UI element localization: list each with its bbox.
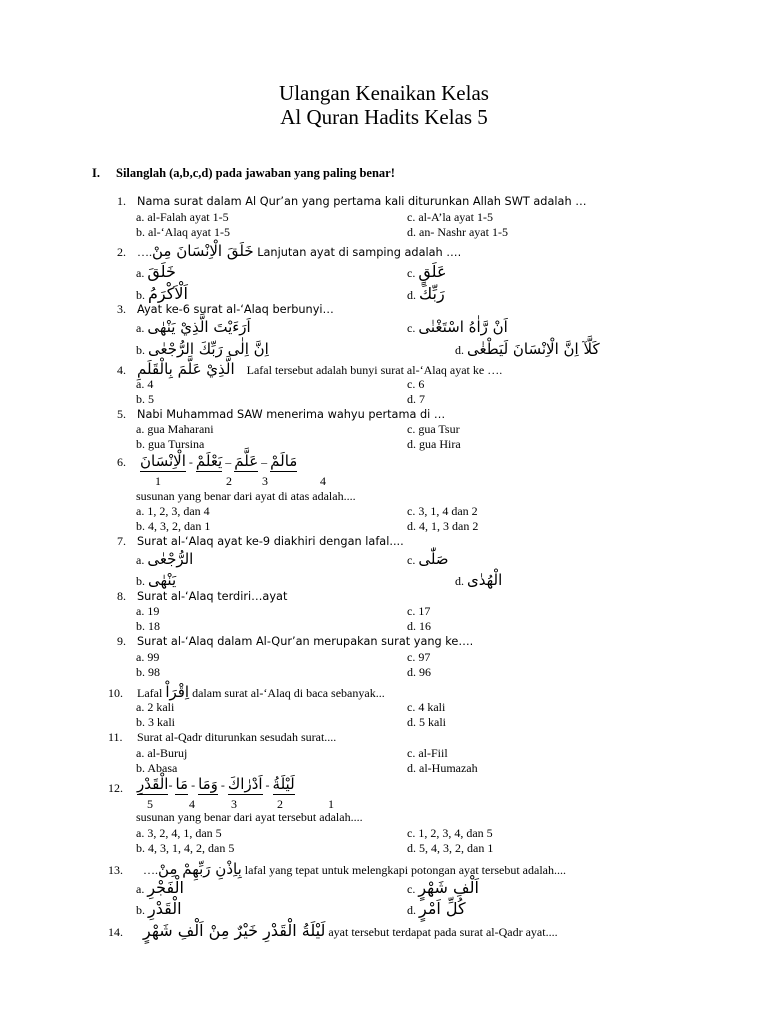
page-subtitle: Al Quran Hadits Kelas 5 [280,105,488,129]
question-text: susunan yang benar dari ayat tersebut adalah.... [136,810,363,824]
option-b: b. 3 kali [136,715,175,729]
question-14 [108,921,558,940]
option-c: c. gua Tsur [407,422,460,436]
option-c: c. 6 [407,377,425,391]
question-text: Lafal tersebut adalah bunyi surat al-‘Alaq ayat ke …. [246,363,503,377]
question-text: dalam surat al-‘Alaq di baca sebanyak... [192,686,385,700]
option-c: c. al-Fiil [407,746,448,760]
word-number: 5 [147,797,153,811]
question-text-lead: Lafal [137,686,163,700]
option-d: d. an- Nashr ayat 1-5 [407,225,508,239]
separator: – [261,455,268,469]
arabic-word-1: مَالَمْ [270,452,298,470]
question-number: 13. [108,863,123,877]
question-text: lafal yang tepat untuk melengkapi potongan ayat tersebut adalah.... [241,863,566,877]
arabic-answer: عَلَقٍ [418,262,447,281]
option-b: b. 18 [136,619,160,633]
option-d [407,899,466,918]
arabic-answer: الْقَدْرِ [148,899,182,918]
arabic-answer: اَلْفِ شَهْرٍ [418,878,479,897]
question-number: 10. [108,686,123,700]
option-a [136,262,176,281]
question-12 [108,781,137,796]
question-text: ayat tersebut terdapat pada surat al-Qadr ayat.... [325,925,558,939]
option-letter: d. [407,288,416,302]
question-11 [108,730,336,745]
option-c: c. 97 [407,650,431,664]
arabic-verse: خَلَقَ الْاِنْسَانَ مِنْ [152,242,254,260]
option-b: b. 98 [136,665,160,679]
word-number: 2 [277,797,283,811]
separator: - [265,778,270,792]
arabic-word-2: عَلَّمَ [234,452,259,470]
word-number: 3 [231,797,237,811]
question-6 [117,455,137,470]
option-c: c. 4 kali [407,700,446,714]
option-d: d. 7 [407,392,425,406]
option-a: a. al-Falah ayat 1-5 [136,210,229,224]
option-letter: d. [455,574,464,588]
arabic-word-4: الْاِنْسَانَ [140,452,186,470]
option-d: d. 16 [407,619,431,633]
option-c: c. al-A’la ayat 1-5 [407,210,493,224]
question-3 [117,302,334,317]
option-a: a. 19 [136,604,160,618]
option-a [136,550,193,568]
option-d [407,284,445,303]
option-b: b. gua Tursina [136,437,205,451]
arabic-word-1: لَيْلَةُ [272,775,295,793]
section-instruction [92,166,395,181]
option-b: b. 4, 3, 1, 4, 2, dan 5 [136,841,235,855]
question-number: 8. [117,589,126,603]
question-4 [117,360,502,378]
arabic-answer: خَلَقَ [147,262,176,281]
option-letter: a. [136,553,145,567]
arabic-answer: الْهُدٰى [467,571,503,589]
option-a: a. 3, 2, 4, 1, dan 5 [136,826,222,840]
arabic-answer: الرُّجْعٰى [147,550,194,568]
question-number: 4. [117,363,126,377]
question-text: susunan yang benar dari ayat di atas adalah.... [136,489,356,503]
question-number: 11. [108,730,123,744]
option-letter: a. [136,266,145,280]
question-number: 5. [117,407,126,421]
option-b: b. al-‘Alaq ayat 1-5 [136,225,230,239]
question-13 [108,860,566,878]
arabic-verse: الَّذِيْ عَلَّمَ بِالْقَلَمِ [137,360,235,378]
question-text: Surat al-‘Alaq dalam Al-Qur’an merupakan surat yang ke…. [137,635,474,648]
question-9 [117,634,473,649]
option-d: d. al-Humazah [407,761,478,775]
arabic-verse: لَيْلَةُ الْقَدْرِ خَيْرٌ مِنْ اَلْفِ شَهْرٍ [143,921,326,940]
option-a: a. 99 [136,650,160,664]
arabic-word-3: وَمَا [198,775,218,793]
option-d: d. gua Hira [407,437,461,451]
arabic-word-5: الْقَدْرِ [137,775,169,793]
option-c: c. 3, 1, 4 dan 2 [407,504,478,518]
arabic-answer: كَلَّآ اِنَّ الْاِنْسَانَ لَيَطْغٰى [467,340,600,358]
option-b: b. 4, 3, 2, dan 1 [136,519,211,533]
option-a [136,878,184,897]
question-text: Ayat ke-6 surat al-‘Alaq berbunyi… [137,303,334,316]
option-c [407,262,447,281]
word-number: 1 [155,474,161,488]
question-text: Lanjutan ayat di samping adalah …. [253,246,462,259]
arabic-word-3: يَعْلَمْ [195,452,223,470]
option-a: a. 1, 2, 3, dan 4 [136,504,210,518]
option-a: a. 2 kali [136,700,175,714]
word-number: 4 [320,474,326,488]
option-d: d. 96 [407,665,431,679]
option-a: a. gua Maharani [136,422,214,436]
question-text: Nama surat dalam Al Qur’an yang pertama kali diturunkan Allah SWT adalah … [137,195,587,208]
option-d: d. 5, 4, 3, 2, dan 1 [407,841,494,855]
question-text: Surat al-‘Alaq terdiri…ayat [137,590,288,603]
option-a [136,318,251,336]
option-letter: b. [136,574,145,588]
option-c [407,878,479,897]
option-d [455,340,600,358]
arabic-word-2: اَدْرٰاكَ [227,775,263,793]
arabic-answer: يَنْهٰى [148,571,177,589]
option-letter: c. [407,553,416,567]
option-b [136,571,176,589]
option-b: b. 5 [136,392,154,406]
word-number: 2 [226,474,232,488]
option-b [136,284,188,303]
separator: - [191,778,196,792]
option-c [407,550,449,568]
question-text: Nabi Muhammad SAW menerima wahyu pertama di … [137,408,446,421]
question-7 [117,534,404,549]
ellipsis: …. [143,863,158,877]
word-number: 1 [328,797,334,811]
question-text: Surat al-‘Alaq ayat ke-9 diakhiri dengan lafal.... [137,535,404,548]
question-number: 12. [108,781,123,795]
option-d: d. 5 kali [407,715,446,729]
question-number: 14. [108,925,123,939]
question-text: Surat al-Qadr diturunkan sesudah surat.... [137,730,337,744]
option-letter: c. [407,321,416,335]
option-c [407,318,508,336]
separator: - [168,778,173,792]
arabic-word-sequence [137,775,295,793]
question-2 [117,242,461,260]
question-1 [117,194,587,209]
arabic-answer: الْفَجْرِ [147,878,184,897]
word-number: 3 [262,474,268,488]
arabic-answer: اِنَّ اِلٰى رَبِّكَ الرُّجْعٰى [148,340,269,358]
option-a: a. al-Buruj [136,746,188,760]
option-letter: b. [136,343,145,357]
question-number: 6. [117,455,126,469]
word-number: 4 [189,797,195,811]
arabic-verse: بِاِذْنِ رَبِّهِمْ مِنْ [158,860,242,878]
option-b: b. Abasa [136,761,178,775]
option-b [136,899,182,918]
arabic-verse: اِقْرَاْ [165,683,190,701]
option-letter: a. [136,882,145,896]
instruction-text: Silanglah (a,b,c,d) pada jawaban yang paling benar! [116,166,395,180]
arabic-answer: اَلْاَكْرَمُ [148,284,188,303]
question-10 [108,683,385,701]
question-number: 1. [117,194,126,208]
option-c: c. 1, 2, 3, 4, dan 5 [407,826,493,840]
page-title: Ulangan Kenaikan Kelas [279,81,489,105]
arabic-answer: اَرَءَيْتَ الَّذِيْ يَنْهٰى [147,318,251,336]
option-letter: d. [455,343,464,357]
separator: – [225,455,232,469]
arabic-answer: كُلِّ اَمْرٍ [419,899,466,918]
arabic-answer: اَنْ رَّاٰهُ اسْتَغْنٰى [418,318,508,336]
arabic-answer: رَبِّكَ [419,284,445,303]
ellipsis: …. [137,245,152,259]
question-5 [117,407,445,422]
option-letter: b. [136,288,145,302]
option-d: d. 4, 1, 3 dan 2 [407,519,479,533]
option-letter: a. [136,321,145,335]
separator: - [220,778,225,792]
section-number: I. [92,166,100,180]
option-letter: c. [407,266,416,280]
question-number: 2. [117,245,126,259]
option-letter: b. [136,903,145,917]
option-letter: d. [407,903,416,917]
option-a: a. 4 [136,377,154,391]
arabic-word-sequence [140,452,297,470]
question-number: 7. [117,534,126,548]
option-b [136,340,269,358]
option-d [455,571,502,589]
option-c: c. 17 [407,604,431,618]
arabic-word-4: مَا [175,775,189,793]
question-number: 3. [117,302,126,316]
question-number: 9. [117,634,126,648]
option-letter: c. [407,882,416,896]
question-8 [117,589,287,604]
arabic-answer: صَلّٰى [418,550,449,568]
separator: - [188,455,193,469]
